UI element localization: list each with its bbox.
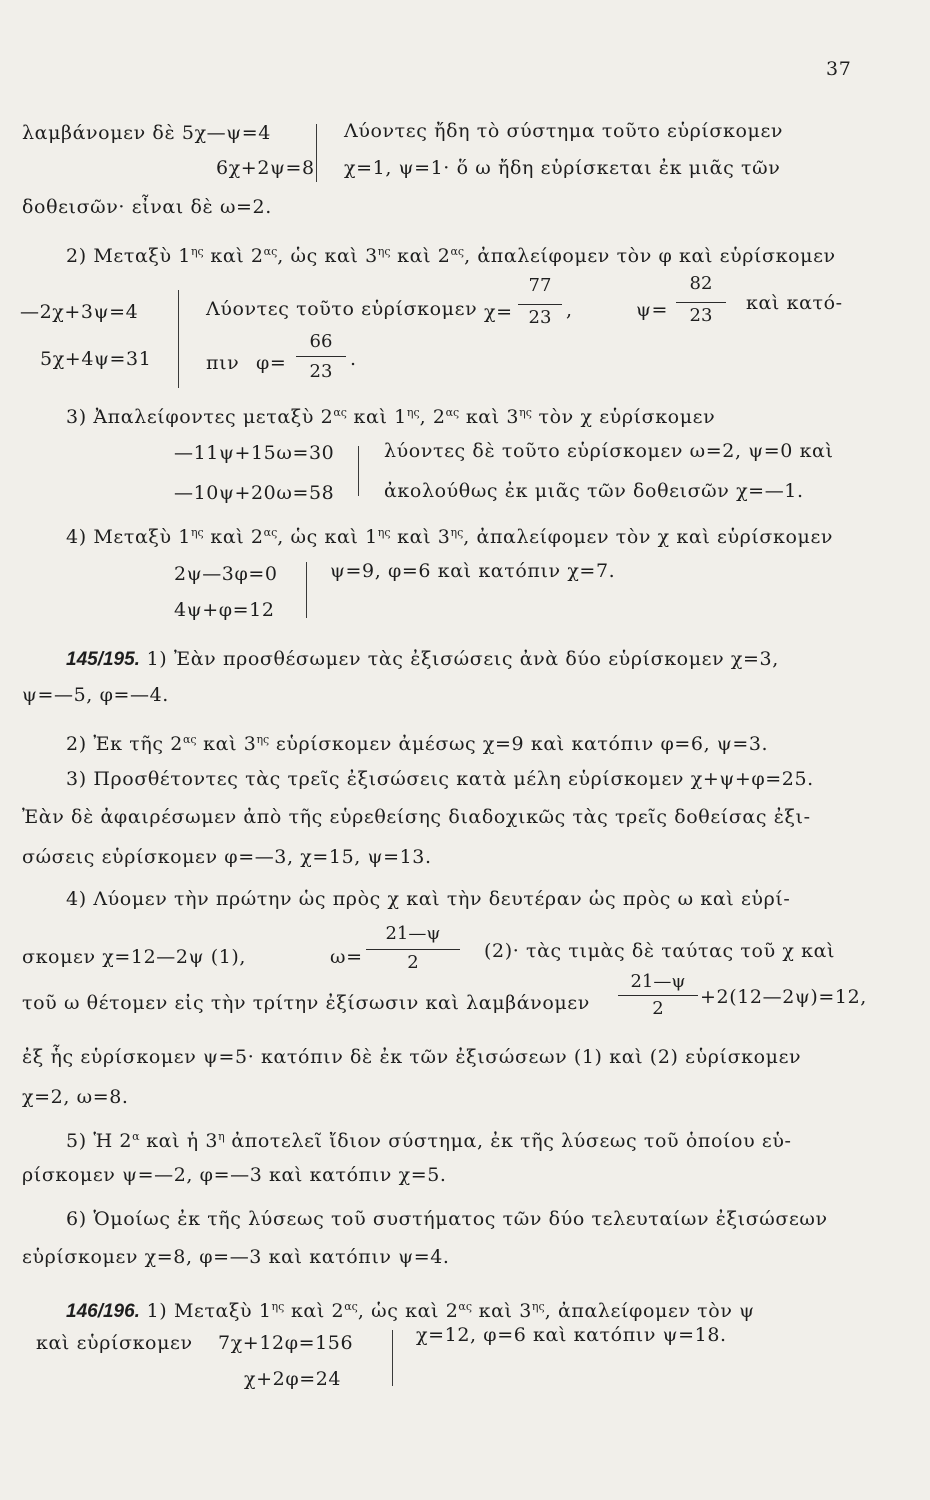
fraction-lhs: χ= <box>484 301 513 323</box>
text-run: , ὡς καὶ 1 <box>277 526 378 548</box>
fraction-bar <box>366 949 460 950</box>
fraction-numerator: 66 <box>309 331 333 352</box>
exercise-145-line <box>66 648 779 671</box>
text-run: καὶ 3 <box>459 406 520 428</box>
text-line: ψ=9, φ=6 καὶ κατόπιν χ=7. <box>330 560 616 582</box>
text-line: ἀκολούθως ἐκ μιᾶς τῶν δοθεισῶν χ=—1. <box>384 480 804 502</box>
superscript: ης <box>377 245 391 258</box>
superscript: ας <box>450 245 465 258</box>
text-line: ἐξ ἧς εὑρίσκομεν ψ=5· κατόπιν δὲ ἐκ τῶν ἐξισώσεων (1) καὶ (2) εὑρίσκομεν <box>22 1046 802 1068</box>
punctuation: , <box>566 299 573 321</box>
page-number: 37 <box>826 58 852 80</box>
text-line: χ=2, ω=8. <box>22 1086 129 1108</box>
fraction-denominator: 23 <box>528 307 552 328</box>
text-line: 4) Λύομεν τὴν πρώτην ὡς πρὸς χ καὶ τὴν δευτέραν ὡς πρὸς ω καὶ εὑρί- <box>66 888 791 910</box>
text-line: (2)· τὰς τιμὰς δὲ ταύτας τοῦ χ καὶ <box>484 940 836 962</box>
text-run: καὶ 2 <box>284 1300 345 1322</box>
superscript: ης <box>256 733 270 746</box>
text-run: , 2 <box>419 406 446 428</box>
exercise-label: 145/195. <box>66 649 140 670</box>
text-line: 6) Ὁμοίως ἐκ τῆς λύσεως τοῦ συστήματος τῶν δύο τελευταίων ἐξισώσεων <box>66 1208 828 1230</box>
equation: —2χ+3ψ=4 <box>20 301 139 323</box>
text-line: Λύοντες ἤδη τὸ σύστημα τοῦτο εὑρίσκομεν <box>344 120 784 142</box>
text-line: σκομεν χ=12—2ψ (1), <box>22 946 247 968</box>
superscript: η <box>218 1130 225 1143</box>
paragraph-3-heading <box>66 402 715 428</box>
text-line: καὶ εὑρίσκομεν <box>36 1332 193 1354</box>
text-line: πιν <box>206 352 240 374</box>
text-line: τοῦ ω θέτομεν εἰς τὴν τρίτην ἐξίσωσιν καὶ λαμβάνομεν <box>22 992 590 1014</box>
fraction-lhs: φ= <box>256 352 287 374</box>
superscript: ας <box>263 526 278 539</box>
text-run: , ἀπαλείφομεν τὸν χ καὶ εὑρίσκομεν <box>463 526 834 548</box>
fraction-bar <box>676 302 726 303</box>
paragraph-4-heading <box>66 522 833 548</box>
fraction-lhs: ω= <box>330 946 363 968</box>
fraction-denominator: 2 <box>652 998 664 1019</box>
fraction-bar <box>518 304 562 305</box>
fraction-numerator: 21—ψ <box>630 971 686 992</box>
text-run: καὶ 1 <box>346 406 407 428</box>
text-line: +2(12—2ψ)=12, <box>700 986 867 1008</box>
text-line: Ἐὰν δὲ ἀφαιρέσωμεν ἀπὸ τῆς εὑρεθείσης διαδοχικῶς τὰς τρεῖς δοθείσας ἐξι- <box>22 806 811 828</box>
equation: —10ψ+20ω=58 <box>174 482 335 504</box>
text-line: λύοντες δὲ τοῦτο εὑρίσκομεν ω=2, ψ=0 καὶ <box>384 440 834 462</box>
text-run: , ὡς καὶ 2 <box>357 1300 459 1322</box>
fraction-denominator: 23 <box>689 305 713 326</box>
superscript: ης <box>377 526 391 539</box>
equation: 4ψ+φ=12 <box>174 599 275 621</box>
paragraph-2-heading <box>66 241 836 267</box>
text-line: λαμβάνομεν δὲ 5χ—ψ=4 <box>22 122 271 144</box>
text-line: δοθεισῶν· εἶναι δὲ ω=2. <box>22 196 272 218</box>
fraction-bar <box>618 995 698 996</box>
superscript: ας <box>263 245 278 258</box>
system-divider <box>306 562 307 618</box>
text-run: τὸν χ εὑρίσκομεν <box>531 406 716 428</box>
fraction-lhs: ψ= <box>636 299 669 321</box>
text-line: ψ=—5, φ=—4. <box>22 684 169 706</box>
superscript: ης <box>406 406 420 419</box>
text-line: χ=12, φ=6 καὶ κατόπιν ψ=18. <box>416 1324 727 1346</box>
text-run: καὶ 2 <box>203 245 264 267</box>
text-run: 4) Μεταξὺ 1 <box>66 526 191 548</box>
text-run: καὶ 3 <box>471 1300 532 1322</box>
system-divider <box>178 290 179 388</box>
superscript: ης <box>190 245 204 258</box>
fraction-denominator: 2 <box>407 952 419 973</box>
superscript: ας <box>333 406 347 419</box>
text-run: καὶ 3 <box>196 733 257 755</box>
text-run: εὑρίσκομεν ἀμέσως χ=9 καὶ κατόπιν φ=6, ψ=3. <box>269 733 769 755</box>
text-run: , ὡς καὶ 3 <box>277 245 378 267</box>
superscript: ας <box>445 406 460 419</box>
text-run: καὶ ἡ 3 <box>139 1130 219 1152</box>
exercise-146-line <box>66 1296 755 1323</box>
superscript: ας <box>458 1300 472 1313</box>
fraction-denominator: 23 <box>309 361 333 382</box>
system-divider <box>392 1330 393 1386</box>
text-line: Λύοντες τοῦτο εὑρίσκομεν <box>206 298 478 320</box>
text-run: 3) Ἀπαλείφοντες μεταξὺ 2 <box>66 406 334 428</box>
text-run: καὶ 2 <box>390 245 451 267</box>
equation: 6χ+2ψ=8 <box>216 157 315 179</box>
system-divider <box>358 446 359 496</box>
equation: χ+2φ=24 <box>244 1368 342 1390</box>
superscript: ας <box>182 733 197 746</box>
fraction-numerator: 77 <box>528 275 552 296</box>
equation: 5χ+4ψ=31 <box>40 348 152 370</box>
text-run: καὶ 3 <box>390 526 451 548</box>
superscript: ης <box>271 1300 285 1313</box>
superscript: ας <box>344 1300 358 1313</box>
fraction-numerator: 21—ψ <box>385 923 441 944</box>
exercise-label: 146/196. <box>66 1301 140 1322</box>
text-line: χ=1, ψ=1· ὅ ω ἤδη εὑρίσκεται ἐκ μιᾶς τῶν <box>344 157 781 179</box>
superscript: ης <box>450 526 464 539</box>
text-run: καὶ 2 <box>203 526 264 548</box>
text-run: , ἀπαλείφομεν τὸν ψ <box>544 1300 755 1322</box>
superscript: ης <box>531 1300 545 1313</box>
text-run: ἀποτελεῖ ἴδιον σύστημα, ἐκ τῆς λύσεως τοῦ ὁποίου εὑ- <box>224 1130 792 1152</box>
text-line: 3) Προσθέτοντες τὰς τρεῖς ἐξισώσεις κατὰ μέλη εὑρίσκομεν χ+ψ+φ=25. <box>66 768 814 790</box>
text-run: 1) Μεταξὺ 1 <box>139 1300 272 1322</box>
text-line <box>66 729 768 755</box>
fraction-bar <box>296 356 346 357</box>
fraction-numerator: 82 <box>689 273 713 294</box>
equation: 2ψ—3φ=0 <box>174 563 278 585</box>
text-run: 5) Ἡ 2 <box>66 1130 133 1152</box>
text-run: 2) Μεταξὺ 1 <box>66 245 191 267</box>
equation: 7χ+12φ=156 <box>218 1332 354 1354</box>
punctuation: . <box>350 348 357 370</box>
text-line: ρίσκομεν ψ=—2, φ=—3 καὶ κατόπιν χ=5. <box>22 1164 447 1186</box>
text-run: 1) Ἐὰν προσθέσωμεν τὰς ἐξισώσεις ἀνὰ δύο εὑρίσκομεν χ=3, <box>139 648 779 670</box>
superscript: ης <box>519 406 532 419</box>
system-divider <box>316 124 317 182</box>
text-run: , ἀπαλείφομεν τὸν φ καὶ εὑρίσκομεν <box>464 245 836 267</box>
text-run: 2) Ἐκ τῆς 2 <box>66 733 183 755</box>
text-line <box>66 1126 792 1152</box>
equation: —11ψ+15ω=30 <box>174 442 335 464</box>
superscript: α <box>132 1130 140 1143</box>
text-line: καὶ κατό- <box>746 292 843 314</box>
superscript: ης <box>190 526 204 539</box>
text-line: σώσεις εὑρίσκομεν φ=—3, χ=15, ψ=13. <box>22 846 432 868</box>
text-line: εὑρίσκομεν χ=8, φ=—3 καὶ κατόπιν ψ=4. <box>22 1246 450 1268</box>
